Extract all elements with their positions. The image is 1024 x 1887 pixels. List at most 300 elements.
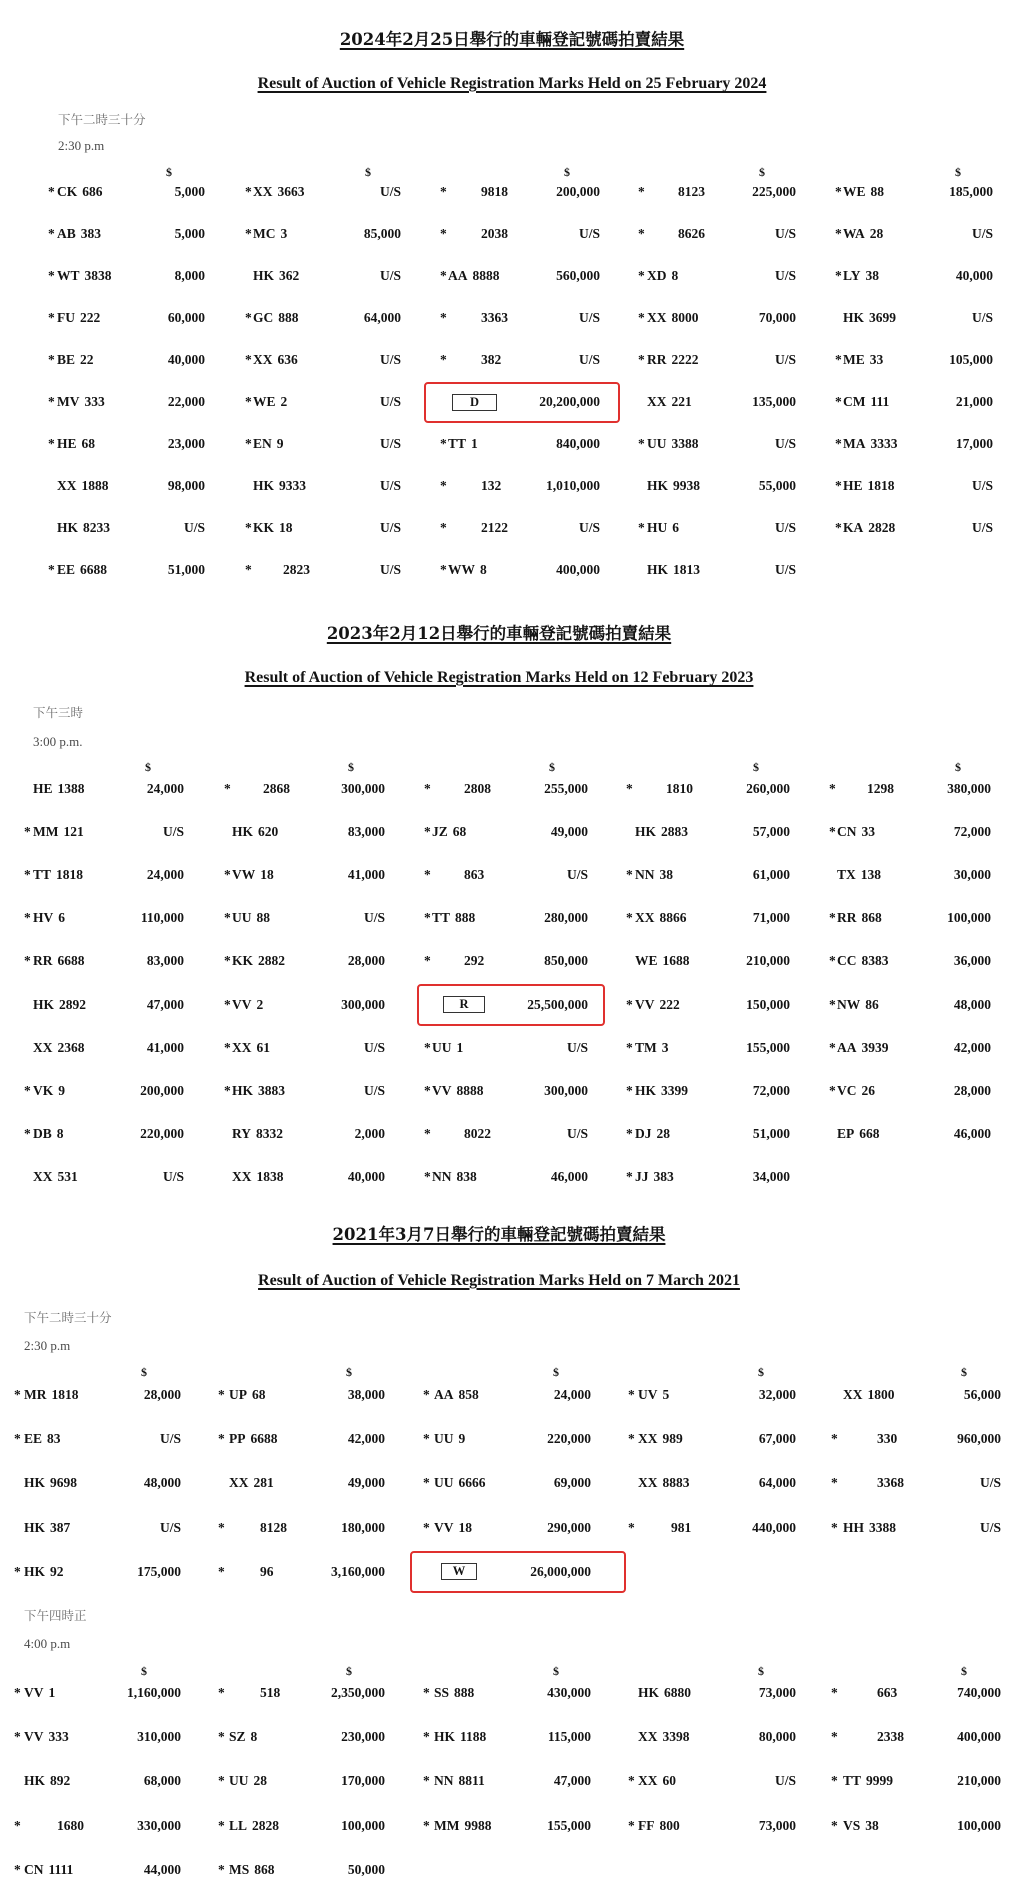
mark-number: 8383 xyxy=(861,953,889,969)
mark-asterisk: * xyxy=(224,867,231,883)
auction-price: 23,000 xyxy=(167,436,205,452)
auction-price: 83,000 xyxy=(146,953,184,969)
registration-mark xyxy=(253,519,293,537)
mark-asterisk: * xyxy=(224,996,231,1012)
registration-mark xyxy=(635,866,673,884)
registration-mark xyxy=(464,1125,491,1143)
mark-asterisk: * xyxy=(218,1729,225,1745)
mark-prefix: WW xyxy=(448,562,475,578)
mark-prefix: UU xyxy=(647,436,667,452)
mark-number: 387 xyxy=(50,1519,71,1535)
registration-mark xyxy=(638,1728,690,1746)
mark-asterisk: * xyxy=(831,1519,838,1535)
registration-mark xyxy=(843,1772,893,1790)
auction-price: 41,000 xyxy=(146,1039,184,1055)
mark-asterisk: * xyxy=(423,1729,430,1745)
mark-prefix: TT xyxy=(33,867,52,883)
auction-price: 115,000 xyxy=(547,1729,591,1745)
mark-number: 663 xyxy=(877,1685,898,1700)
auction-price: 155,000 xyxy=(547,1817,591,1833)
mark-asterisk: * xyxy=(245,394,252,410)
mark-number: 3 xyxy=(661,1039,669,1055)
auction-price: U/S xyxy=(774,1773,796,1789)
auction-price: U/S xyxy=(578,310,600,326)
auction-price: 57,000 xyxy=(752,824,790,840)
auction-price: U/S xyxy=(379,478,401,494)
registration-mark xyxy=(638,1474,690,1492)
currency-header: $ xyxy=(758,1365,764,1379)
registration-mark xyxy=(635,909,687,927)
mark-number: 9 xyxy=(276,436,284,452)
mark-number: 868 xyxy=(254,1861,275,1877)
registration-mark xyxy=(843,1817,879,1835)
mark-prefix: KK xyxy=(232,953,254,969)
mark-number: 60 xyxy=(662,1773,676,1789)
mark-number: 3883 xyxy=(258,1082,286,1098)
auction-price: 73,000 xyxy=(758,1685,796,1700)
mark-number: 8626 xyxy=(678,226,705,242)
mark-prefix: VV xyxy=(635,996,655,1012)
auction-price: 3,160,000 xyxy=(331,1563,385,1579)
auction-price: 8,000 xyxy=(174,268,205,284)
mark-asterisk: * xyxy=(423,1431,430,1447)
mark-prefix: TT xyxy=(448,436,467,452)
mark-prefix: XX xyxy=(33,1168,53,1184)
registration-mark xyxy=(464,952,484,970)
mark-number: 83 xyxy=(47,1431,61,1447)
auction-price: 300,000 xyxy=(544,1082,588,1098)
mark-asterisk: * xyxy=(626,910,633,926)
registration-mark xyxy=(635,952,690,970)
mark-prefix: WE xyxy=(843,184,866,199)
mark-prefix: TT xyxy=(843,1773,862,1789)
mark-asterisk: * xyxy=(424,1125,431,1141)
auction-price: 49,000 xyxy=(550,824,588,840)
mark-number: 333 xyxy=(48,1729,69,1745)
auction-price: U/S xyxy=(566,867,588,883)
mark-prefix: FF xyxy=(638,1817,655,1833)
auction-price: 48,000 xyxy=(143,1475,181,1491)
mark-prefix: VV xyxy=(24,1729,44,1745)
mark-number: 330 xyxy=(877,1431,898,1447)
registration-mark xyxy=(877,1430,897,1448)
mark-asterisk: * xyxy=(224,910,231,926)
registration-mark xyxy=(57,351,94,369)
special-mark-box: W xyxy=(441,1563,477,1580)
auction-price: 220,000 xyxy=(547,1431,591,1447)
auction-price: 280,000 xyxy=(544,910,588,926)
auction-price: 100,000 xyxy=(341,1817,385,1833)
mark-prefix: MM xyxy=(33,824,59,840)
registration-mark xyxy=(837,866,881,884)
mark-number: 383 xyxy=(80,226,102,242)
registration-mark xyxy=(24,1430,61,1448)
currency-header: $ xyxy=(961,1664,967,1678)
mark-asterisk: * xyxy=(626,1082,633,1098)
mark-prefix: HK xyxy=(232,1082,254,1098)
auction-price: 20,200,000 xyxy=(539,394,600,410)
registration-mark xyxy=(57,225,101,243)
mark-prefix: WE xyxy=(635,953,658,969)
mark-number: 636 xyxy=(277,352,298,368)
mark-prefix: CN xyxy=(24,1861,44,1877)
mark-number: 1818 xyxy=(51,1387,79,1402)
mark-asterisk: * xyxy=(440,310,447,326)
auction-price: 46,000 xyxy=(550,1168,588,1184)
registration-mark xyxy=(843,225,883,243)
registration-mark xyxy=(837,996,879,1014)
mark-number: 222 xyxy=(80,310,101,326)
registration-mark xyxy=(837,909,882,927)
mark-asterisk: * xyxy=(245,184,252,199)
currency-header: $ xyxy=(141,1365,147,1379)
mark-number: 6880 xyxy=(664,1685,692,1700)
mark-asterisk: * xyxy=(48,436,55,452)
mark-asterisk: * xyxy=(218,1563,225,1579)
mark-prefix: TX xyxy=(837,867,856,883)
mark-prefix: SS xyxy=(434,1685,450,1700)
registration-mark xyxy=(253,309,299,327)
mark-number: 2892 xyxy=(59,996,87,1012)
auction-price: 40,000 xyxy=(955,268,993,284)
registration-mark xyxy=(260,1519,287,1537)
registration-mark xyxy=(434,1519,472,1537)
mark-asterisk: * xyxy=(424,910,431,926)
registration-mark xyxy=(33,909,65,927)
mark-number: 292 xyxy=(464,953,485,969)
registration-mark xyxy=(638,1817,680,1835)
mark-number: 86 xyxy=(865,996,879,1012)
auction-price: 200,000 xyxy=(140,1082,184,1098)
mark-asterisk: * xyxy=(218,1431,225,1447)
auction-price: 98,000 xyxy=(167,478,205,494)
mark-prefix: VV xyxy=(434,1519,454,1535)
auction-price: 180,000 xyxy=(341,1519,385,1535)
mark-prefix: LY xyxy=(843,268,861,284)
special-mark-box: D xyxy=(452,394,497,411)
registration-mark xyxy=(448,435,478,453)
auction-price: U/S xyxy=(363,1082,385,1098)
auction-title-zh: 2021年3月7日舉行的車輛登記號碼拍賣結果 xyxy=(332,1225,666,1244)
registration-mark xyxy=(837,823,875,841)
currency-header: $ xyxy=(758,1664,764,1678)
auction-price: 51,000 xyxy=(167,562,205,578)
mark-asterisk: * xyxy=(638,226,645,242)
registration-mark xyxy=(837,1039,889,1057)
auction-price: 105,000 xyxy=(949,352,993,368)
registration-mark xyxy=(232,909,270,927)
mark-prefix: RR xyxy=(33,953,53,969)
mark-number: 800 xyxy=(659,1817,680,1833)
mark-prefix: RR xyxy=(837,910,857,926)
mark-number: 2808 xyxy=(464,781,491,796)
auction-price: 48,000 xyxy=(953,996,991,1012)
mark-asterisk: * xyxy=(626,1168,633,1184)
mark-number: 132 xyxy=(481,478,502,494)
registration-mark xyxy=(57,477,109,495)
registration-mark xyxy=(232,866,274,884)
auction-price: 28,000 xyxy=(143,1387,181,1402)
mark-asterisk: * xyxy=(424,781,431,796)
registration-mark xyxy=(837,1125,880,1143)
mark-number: 68 xyxy=(81,436,96,452)
mark-number: 333 xyxy=(84,394,105,410)
mark-prefix: XX xyxy=(635,910,655,926)
mark-prefix: XX xyxy=(232,1168,252,1184)
auction-price: 960,000 xyxy=(957,1431,1001,1447)
mark-number: 26 xyxy=(861,1082,875,1098)
registration-mark xyxy=(432,823,466,841)
auction-price: 51,000 xyxy=(752,1125,790,1141)
mark-prefix: WA xyxy=(843,226,865,242)
auction-price: 47,000 xyxy=(553,1773,591,1789)
registration-mark xyxy=(481,309,508,327)
auction-price: U/S xyxy=(979,1475,1001,1491)
auction-price: 110,000 xyxy=(140,910,184,926)
mark-asterisk: * xyxy=(424,867,431,883)
registration-mark xyxy=(434,1474,486,1492)
mark-prefix: MV xyxy=(57,394,80,410)
auction-price: 49,000 xyxy=(347,1475,385,1491)
mark-asterisk: * xyxy=(440,478,447,494)
mark-prefix: UU xyxy=(229,1773,249,1789)
mark-asterisk: * xyxy=(218,1861,225,1877)
mark-number: 33 xyxy=(861,824,875,840)
mark-number: 1298 xyxy=(867,781,894,796)
mark-number: 9938 xyxy=(673,478,701,494)
currency-header: $ xyxy=(564,165,570,179)
mark-number: 3 xyxy=(280,226,288,242)
mark-asterisk: * xyxy=(14,1817,21,1833)
auction-price: U/S xyxy=(971,226,993,242)
session-time-zh: 下午二時三十分 xyxy=(58,112,146,127)
mark-number: 3398 xyxy=(662,1729,690,1745)
auction-price: 80,000 xyxy=(758,1729,796,1745)
mark-asterisk: * xyxy=(829,1082,836,1098)
mark-asterisk: * xyxy=(626,867,633,883)
mark-number: 518 xyxy=(260,1685,281,1700)
mark-number: 1 xyxy=(48,1685,56,1700)
mark-asterisk: * xyxy=(440,562,447,578)
mark-number: 28 xyxy=(253,1773,267,1789)
mark-number: 1838 xyxy=(256,1168,284,1184)
mark-asterisk: * xyxy=(423,1773,430,1789)
auction-price: 30,000 xyxy=(953,867,991,883)
mark-asterisk: * xyxy=(835,394,842,410)
auction-price: U/S xyxy=(379,268,401,284)
mark-asterisk: * xyxy=(245,352,252,368)
mark-asterisk: * xyxy=(14,1729,21,1745)
session-time-en: 3:00 p.m. xyxy=(33,734,83,749)
mark-asterisk: * xyxy=(626,781,633,796)
mark-number: 888 xyxy=(454,1685,475,1700)
mark-number: 8022 xyxy=(464,1125,491,1141)
mark-prefix: HK xyxy=(57,520,79,536)
mark-prefix: XX xyxy=(33,1039,53,1055)
auction-price: 150,000 xyxy=(746,996,790,1012)
auction-price: 260,000 xyxy=(746,781,790,796)
registration-mark xyxy=(260,1684,280,1702)
session-time-en: 2:30 p.m xyxy=(58,138,105,153)
mark-number: 981 xyxy=(671,1519,692,1535)
mark-number: 989 xyxy=(662,1431,683,1447)
auction-price: 1,010,000 xyxy=(546,478,600,494)
mark-prefix: CM xyxy=(843,394,866,410)
mark-asterisk: * xyxy=(829,781,836,796)
registration-mark xyxy=(434,1386,479,1404)
registration-mark xyxy=(464,866,484,884)
mark-asterisk: * xyxy=(48,310,55,326)
registration-mark xyxy=(635,1125,670,1143)
registration-mark xyxy=(33,996,86,1014)
registration-mark xyxy=(481,477,501,495)
mark-prefix: AA xyxy=(448,268,468,284)
registration-mark xyxy=(434,1817,491,1835)
mark-number: 1888 xyxy=(81,478,109,494)
mark-prefix: XX xyxy=(647,394,667,410)
mark-asterisk: * xyxy=(423,1519,430,1535)
mark-prefix: HE xyxy=(33,781,53,796)
mark-number: 2122 xyxy=(481,520,508,536)
mark-asterisk: * xyxy=(829,996,836,1012)
auction-price: 36,000 xyxy=(953,953,991,969)
registration-mark xyxy=(24,1772,70,1790)
auction-price: 55,000 xyxy=(758,478,796,494)
auction-price: 46,000 xyxy=(953,1125,991,1141)
auction-title-zh: 2023年2月12日舉行的車輛登記號碼拍賣結果 xyxy=(326,624,672,643)
auction-price: 135,000 xyxy=(752,394,796,410)
auction-price: 24,000 xyxy=(553,1387,591,1402)
registration-mark xyxy=(432,909,475,927)
auction-price: 2,350,000 xyxy=(331,1685,385,1700)
auction-price: 73,000 xyxy=(758,1817,796,1833)
currency-header: $ xyxy=(759,165,765,179)
registration-mark xyxy=(837,952,889,970)
auction-price: 71,000 xyxy=(752,910,790,926)
registration-mark xyxy=(647,435,699,453)
mark-asterisk: * xyxy=(831,1817,838,1833)
auction-price: 440,000 xyxy=(752,1519,796,1535)
registration-mark xyxy=(253,477,306,495)
auction-price: 210,000 xyxy=(957,1773,1001,1789)
mark-number: 68 xyxy=(452,824,467,840)
registration-mark xyxy=(229,1474,274,1492)
auction-price: 200,000 xyxy=(556,184,600,199)
mark-prefix: DJ xyxy=(635,1125,652,1141)
currency-header: $ xyxy=(549,760,555,774)
registration-mark xyxy=(229,1817,279,1835)
auction-price: 50,000 xyxy=(347,1861,385,1877)
mark-prefix: BE xyxy=(57,352,76,368)
mark-asterisk: * xyxy=(831,1431,838,1447)
mark-number: 1800 xyxy=(867,1387,895,1402)
mark-prefix: MC xyxy=(253,226,276,242)
currency-header: $ xyxy=(961,1365,967,1379)
mark-number: 3388 xyxy=(869,1519,897,1535)
mark-prefix: XX xyxy=(253,352,273,368)
mark-asterisk: * xyxy=(831,1685,838,1700)
mark-asterisk: * xyxy=(218,1773,225,1789)
registration-mark xyxy=(647,519,679,537)
registration-mark xyxy=(253,393,287,411)
registration-mark xyxy=(481,519,508,537)
mark-number: 3388 xyxy=(671,436,699,452)
mark-number: 3699 xyxy=(869,310,897,326)
auction-price: 300,000 xyxy=(341,781,385,796)
mark-asterisk: * xyxy=(218,1387,225,1402)
auction-price: U/S xyxy=(183,520,205,536)
registration-mark xyxy=(232,1082,285,1100)
auction-title-en: Result of Auction of Vehicle Registration Marks Held on 12 February 2023 xyxy=(244,669,754,686)
mark-asterisk: * xyxy=(424,824,431,840)
registration-mark xyxy=(843,309,896,327)
mark-number: 6688 xyxy=(80,562,108,578)
mark-prefix: DB xyxy=(33,1125,52,1141)
mark-asterisk: * xyxy=(626,1039,633,1055)
mark-asterisk: * xyxy=(831,1729,838,1745)
mark-number: 92 xyxy=(50,1563,64,1579)
mark-prefix: EP xyxy=(837,1125,855,1141)
registration-mark xyxy=(57,309,100,327)
registration-mark xyxy=(448,561,487,579)
mark-prefix: HK xyxy=(24,1519,46,1535)
auction-price: U/S xyxy=(379,394,401,410)
mark-number: 9333 xyxy=(279,478,307,494)
auction-price: 25,500,000 xyxy=(527,996,588,1012)
registration-mark xyxy=(843,435,898,453)
registration-mark xyxy=(877,1684,897,1702)
mark-number: 2338 xyxy=(877,1729,904,1745)
mark-number: 8128 xyxy=(260,1519,287,1535)
mark-prefix: HK xyxy=(232,824,254,840)
registration-mark xyxy=(57,183,103,201)
mark-prefix: HK xyxy=(253,268,275,284)
auction-title-en: Result of Auction of Vehicle Registration Marks Held on 7 March 2021 xyxy=(258,1272,740,1289)
registration-mark xyxy=(678,183,705,201)
auction-price: 430,000 xyxy=(547,1685,591,1700)
mark-asterisk: * xyxy=(48,394,55,410)
mark-prefix: UU xyxy=(432,1039,452,1055)
mark-prefix: TT xyxy=(432,910,451,926)
mark-prefix: XD xyxy=(647,268,667,284)
mark-prefix: NN xyxy=(432,1168,452,1184)
mark-number: 9988 xyxy=(464,1817,492,1833)
registration-mark xyxy=(481,183,508,201)
mark-asterisk: * xyxy=(224,1082,231,1098)
currency-header: $ xyxy=(348,760,354,774)
auction-price: 100,000 xyxy=(947,910,991,926)
mark-number: 111 xyxy=(870,394,890,410)
auction-price: 67,000 xyxy=(758,1431,796,1447)
mark-number: 620 xyxy=(258,824,279,840)
mark-prefix: AB xyxy=(57,226,76,242)
registration-mark xyxy=(638,1772,676,1790)
mark-prefix: XX xyxy=(253,184,273,199)
auction-price: 44,000 xyxy=(143,1861,181,1877)
auction-price: 170,000 xyxy=(341,1773,385,1789)
mark-number: 121 xyxy=(63,824,84,840)
currency-header: $ xyxy=(145,760,151,774)
mark-asterisk: * xyxy=(245,310,252,326)
mark-number: 8 xyxy=(480,562,487,578)
mark-asterisk: * xyxy=(424,1168,431,1184)
registration-mark xyxy=(434,1728,486,1746)
mark-asterisk: * xyxy=(638,310,645,326)
mark-number: 838 xyxy=(456,1168,477,1184)
auction-price: U/S xyxy=(774,226,796,242)
registration-mark xyxy=(57,1817,84,1835)
mark-prefix: HK xyxy=(647,562,669,578)
